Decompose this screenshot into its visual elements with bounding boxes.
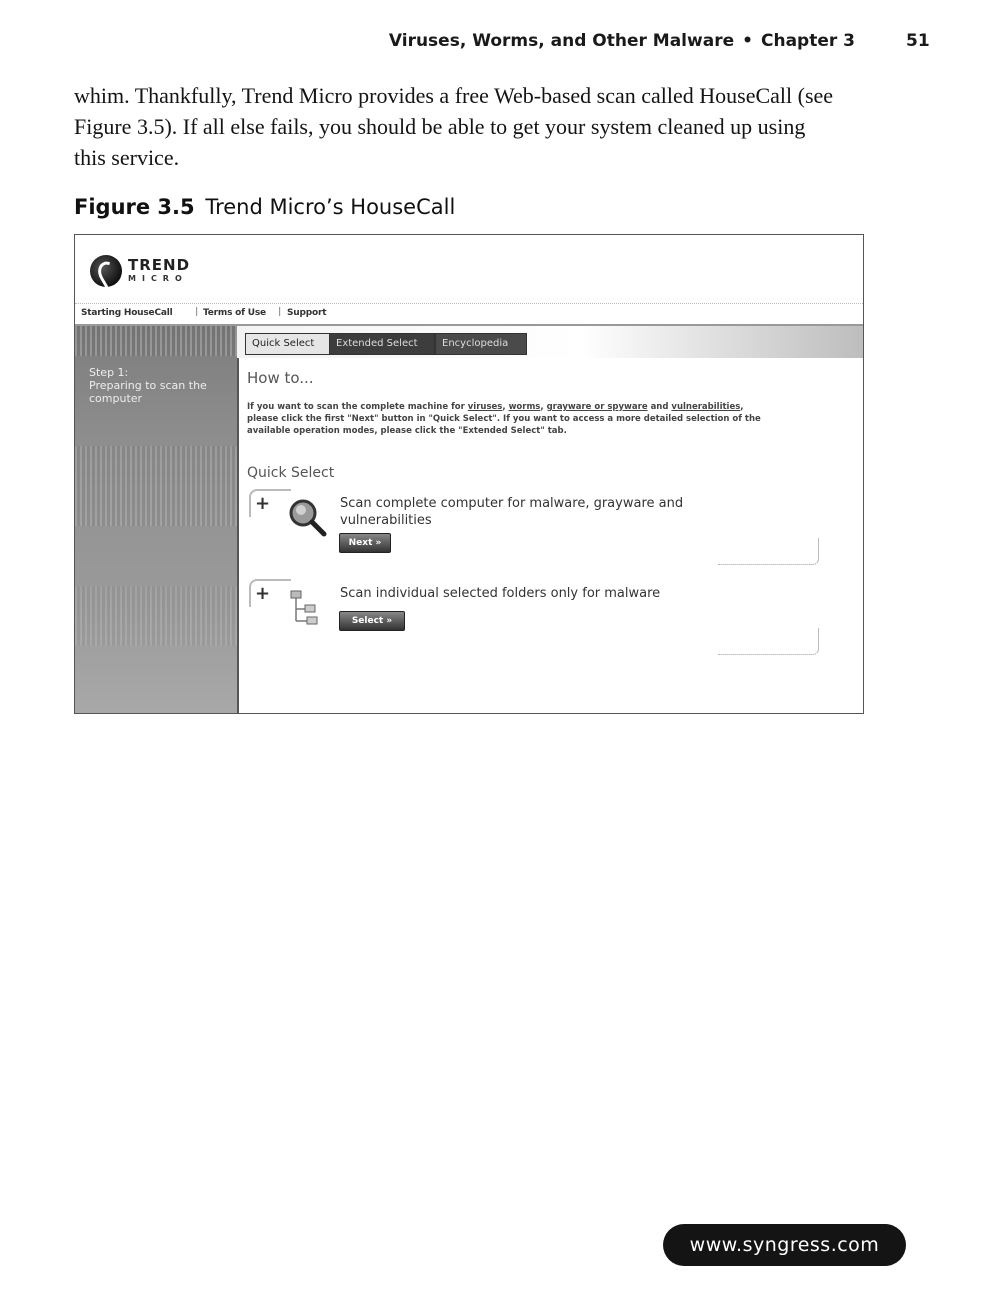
magnifier-icon <box>287 497 327 537</box>
figure-caption <box>74 195 455 219</box>
body-line-1: whim. Thankfully, Trend Micro provides a free Web-based scan called HouseCall (see <box>74 83 834 108</box>
sidebar-step-text: Preparing to scan the computer <box>89 379 207 405</box>
select-button[interactable]: Select » <box>339 611 405 631</box>
nav-terms-of-use[interactable]: Terms of Use <box>203 308 266 318</box>
figure-caption-text: Trend Micro’s HouseCall <box>205 195 456 219</box>
quick-select-heading: Quick Select <box>247 465 335 481</box>
figure-label: Figure 3.5 <box>74 195 195 219</box>
running-head <box>0 31 994 55</box>
nav-sep: | <box>195 307 199 317</box>
chapter-title: Viruses, Worms, and Other Malware <box>388 31 735 51</box>
link-vulnerabilities[interactable]: vulnerabilities <box>671 402 741 412</box>
scan-folders-option <box>249 579 819 655</box>
body-text <box>74 80 864 173</box>
body-line-3: this service. <box>74 145 180 170</box>
tm-header <box>75 235 863 304</box>
tab-encyclopedia[interactable]: Encyclopedia <box>435 333 527 355</box>
desc-and: and <box>647 402 672 412</box>
footer-url-badge: www.syngress.com <box>663 1224 906 1266</box>
link-viruses[interactable]: viruses <box>467 402 503 412</box>
sidebar-texture <box>75 586 237 646</box>
sidebar-texture <box>75 446 237 526</box>
logo-sub: MICRO <box>128 274 188 283</box>
next-button[interactable]: Next » <box>339 533 391 553</box>
body-line-2: Figure 3.5). If all else fails, you should be able to get your system cleaned up using <box>74 114 806 139</box>
desc-text: , please click the first "Next" button in "Quick Select". If you want to access a more detailed selection of the available operation modes, please click the "Extended Select" tab. <box>247 402 761 436</box>
page-number: 51 <box>906 31 930 51</box>
bullet-separator: • <box>742 31 753 51</box>
main-panel <box>239 359 863 713</box>
trend-ball-icon <box>90 255 122 287</box>
top-nav <box>75 304 863 326</box>
link-worms[interactable]: worms <box>508 402 541 412</box>
housecall-screenshot <box>74 234 864 714</box>
howto-description <box>247 401 767 437</box>
folder-tree-icon <box>289 589 323 629</box>
option-text: Scan individual selected folders only for malware <box>340 586 661 601</box>
plus-icon: + <box>255 493 271 514</box>
desc-sep: , <box>540 402 547 412</box>
sidebar-texture <box>75 326 237 356</box>
trend-micro-logo[interactable] <box>90 255 230 291</box>
option-frame <box>718 628 819 655</box>
running-head-title <box>389 31 855 51</box>
chapter-number: Chapter 3 <box>760 31 855 51</box>
howto-heading: How to... <box>247 369 314 387</box>
sidebar-step-label: Step 1: <box>89 366 129 379</box>
tab-extended-select[interactable]: Extended Select <box>329 333 435 355</box>
scan-complete-option <box>249 489 819 565</box>
desc-sep: , <box>502 402 509 412</box>
sidebar-step <box>89 366 229 405</box>
option-text: Scan complete computer for malware, grayware and vulnerabilities <box>340 496 684 528</box>
desc-text: If you want to scan the complete machine for <box>247 402 468 412</box>
nav-starting-housecall[interactable]: Starting HouseCall <box>81 308 173 318</box>
option-frame <box>718 538 819 565</box>
sidebar <box>75 326 239 713</box>
link-grayware[interactable]: grayware or spyware <box>546 402 648 412</box>
tab-quick-select[interactable]: Quick Select <box>245 333 331 355</box>
logo-brand: TREND <box>128 256 191 274</box>
plus-icon: + <box>255 583 271 604</box>
nav-support[interactable]: Support <box>287 308 327 318</box>
nav-sep: | <box>278 307 282 317</box>
